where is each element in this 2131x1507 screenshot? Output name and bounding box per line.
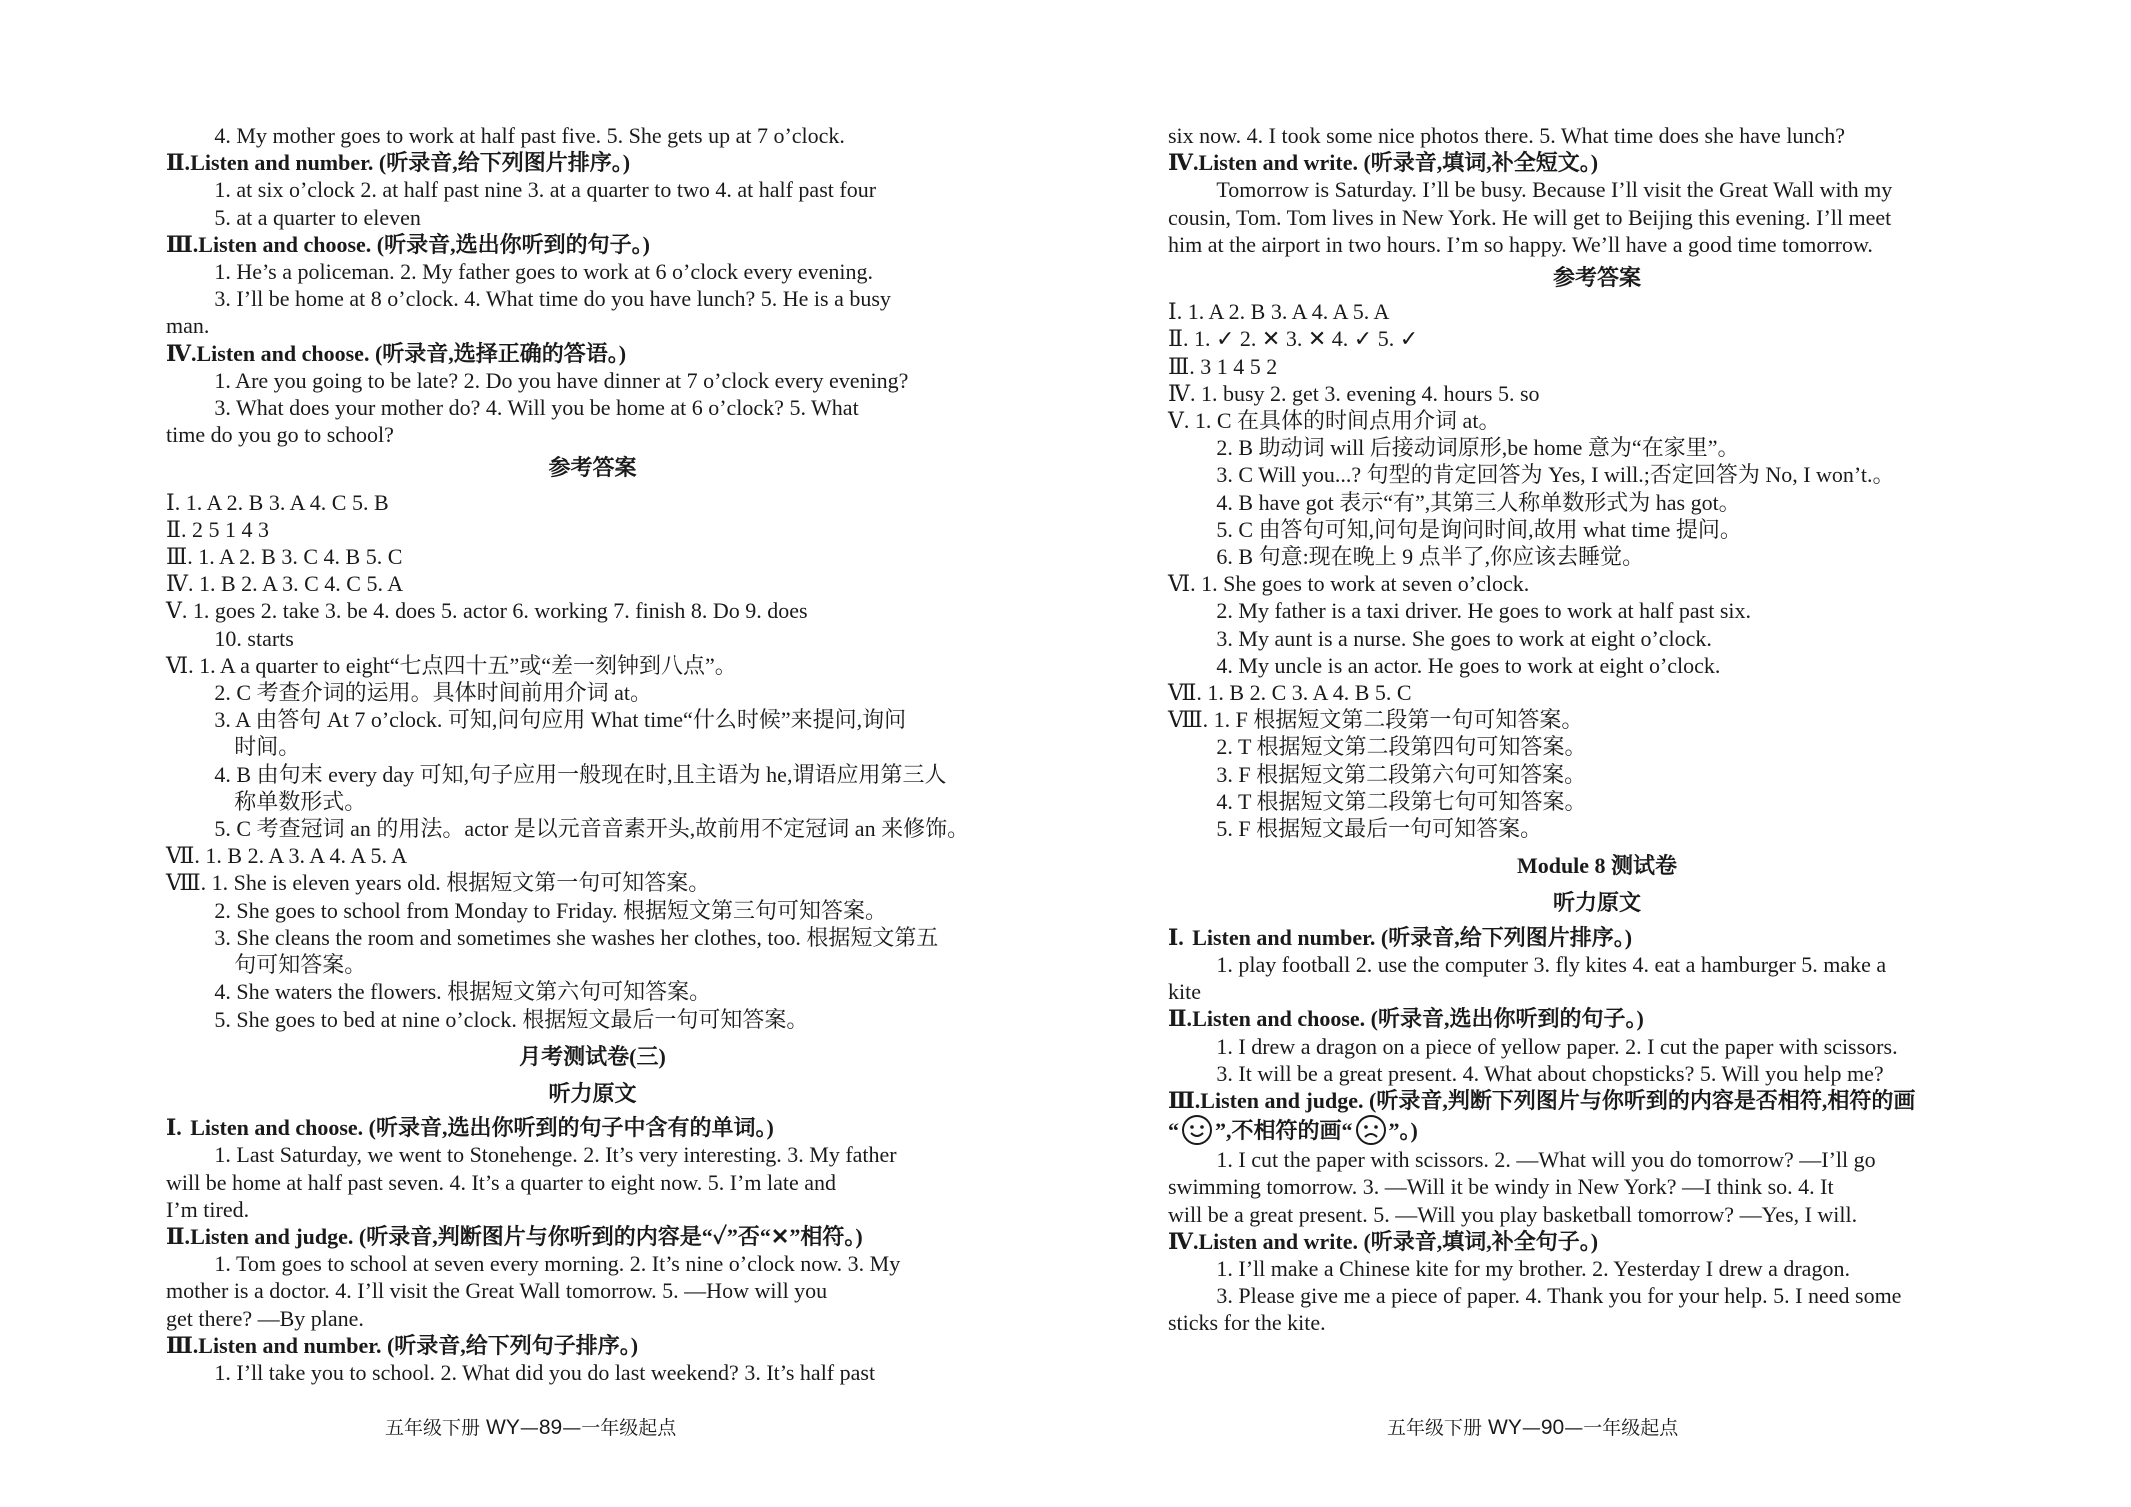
section-numeral: Ⅲ.	[166, 1332, 199, 1358]
section-heading	[166, 340, 1019, 367]
section-heading	[1168, 1005, 2026, 1032]
text-line: 时间。	[234, 734, 301, 760]
section-numeral: Ⅳ.	[1168, 150, 1199, 176]
text-line: 5. F 根据短文最后一句可知答案。	[1216, 816, 1543, 842]
section-title: Listen and write. (听录音,填词,补全句子。)	[1198, 1228, 1599, 1254]
subsection-heading: 听力原文	[548, 1080, 637, 1106]
text-line: 5. at a quarter to eleven	[214, 204, 421, 230]
section-numeral: Ⅲ.	[166, 231, 199, 257]
text-line: 10. starts	[214, 625, 294, 651]
section-heading	[166, 149, 1019, 176]
text-line: man.	[166, 313, 210, 339]
answer-line: Ⅵ. 1. A a quarter to eight“七点四十五”或“差一刻钟到八点”。	[166, 652, 737, 678]
answer-line: Ⅵ. 1. She goes to work at seven o’clock.	[1168, 571, 1530, 597]
text-line: 4. My mother goes to work at half past five. 5. She gets up at 7 o’clock.	[214, 123, 845, 148]
answer-line: Ⅱ. 2 5 1 4 3	[166, 516, 269, 542]
sad-face-icon	[1355, 1114, 1387, 1146]
text-line: 3. Please give me a piece of paper. 4. Thank you for your help. 5. I need some	[1216, 1283, 1902, 1309]
text-line: mother is a doctor. 4. I’ll visit the Great Wall tomorrow. 5. —How will you	[166, 1278, 828, 1304]
section-title: Listen and choose. (听录音,选出你听到的句子。)	[1192, 1006, 1644, 1032]
section-title-part: “	[1168, 1118, 1179, 1144]
section-numeral: Ⅱ.	[166, 150, 191, 176]
section-numeral: Ⅳ.	[1168, 1228, 1199, 1254]
text-line: 5. She goes to bed at nine o’clock. 根据短文最后一句可知答案。	[214, 1006, 809, 1032]
subsection-heading: 听力原文	[1552, 890, 1641, 916]
section-title: Listen and choose. (听录音,选出你听到的句子。)	[198, 231, 650, 257]
section-heading	[1168, 924, 2026, 951]
section-numeral: Ⅰ.	[1168, 924, 1184, 950]
section-heading	[1168, 149, 2026, 176]
text-line: 4. My uncle is an actor. He goes to work at eight o’clock.	[1216, 652, 1721, 678]
section-numeral: Ⅱ.	[1168, 1006, 1193, 1032]
text-line: six now. 4. I took some nice photos there. 5. What time does she have lunch?	[1168, 123, 1845, 148]
subsection-heading: 参考答案	[1552, 265, 1641, 291]
answer-line: Ⅳ. 1. busy 2. get 3. evening 4. hours 5. so	[1168, 380, 1540, 406]
text-line: 1. I’ll take you to school. 2. What did you do last weekend? 3. It’s half past	[214, 1359, 876, 1385]
page-number: 89	[538, 1416, 563, 1439]
text-line: 4. T 根据短文第二段第七句可知答案。	[1216, 788, 1587, 814]
text-line: 1. I’ll make a Chinese kite for my brother. 2. Yesterday I drew a dragon.	[1216, 1255, 1850, 1281]
text-line: 3. F 根据短文第二段第六句可知答案。	[1216, 761, 1587, 787]
text-line: kite	[1168, 979, 1201, 1005]
text-line: Tomorrow is Saturday. I’ll be busy. Because I’ll visit the Great Wall with my	[1216, 177, 1893, 203]
footer-grade: 五年级下册	[385, 1417, 487, 1439]
text-line: sticks for the kite.	[1168, 1310, 1326, 1336]
subsection-heading: 参考答案	[548, 455, 637, 481]
footer-level: 一年级起点	[581, 1417, 677, 1439]
text-line: 4. B 由句末 every day 可知,句子应用一般现在时,且主语为 he,谓语应用第三人	[214, 761, 947, 787]
section-title: Listen and number. (听录音,给下列图片排序。)	[190, 150, 631, 176]
text-line: 3. It will be a great present. 4. What about chopsticks? 5. Will you help me?	[1216, 1060, 1884, 1086]
footer-code: WY	[486, 1416, 520, 1439]
text-line: 1. Last Saturday, we went to Stonehenge. 2. It’s very interesting. 3. My father	[214, 1142, 897, 1168]
text-line: 2. B 助动词 will 后接动词原形,be home 意为“在家里”。	[1216, 435, 1740, 461]
text-line: him at the airport in two hours. I’m so happy. We’ll have a good time tomorrow.	[1168, 231, 1873, 257]
section-title: Listen and judge. (听录音,判断下列图片与你听到的内容是否相符,相符的画	[1200, 1087, 1916, 1113]
text-line: 2. C 考查介词的运用。具体时间前用介词 at。	[214, 680, 652, 706]
text-line: 1. I cut the paper with scissors. 2. —What will you do tomorrow? —I’ll go	[1216, 1147, 1876, 1173]
answer-line: Ⅷ. 1. She is eleven years old. 根据短文第一句可知答案。	[166, 870, 711, 896]
text-line: 5. C 考查冠词 an 的用法。actor 是以元音音素开头,故前用不定冠词 an 来修饰。	[214, 816, 970, 842]
page-number: 90	[1540, 1416, 1565, 1439]
answer-line: Ⅶ. 1. B 2. C 3. A 4. B 5. C	[1168, 680, 1412, 706]
answer-line: Ⅴ. 1. C 在具体的时间点用介词 at。	[1168, 408, 1501, 434]
answer-line: Ⅳ. 1. B 2. A 3. C 4. C 5. A	[166, 571, 404, 597]
section-title: Listen and write. (听录音,填词,补全短文。)	[1198, 150, 1599, 176]
section-title-part: ”,不相符的画“	[1215, 1118, 1353, 1144]
section-title: Listen and choose. (听录音,选择正确的答语。)	[196, 340, 627, 366]
footer-code: WY	[1488, 1416, 1522, 1439]
answer-line: Ⅱ. 1. ✓ 2. ✕ 3. ✕ 4. ✓ 5. ✓	[1168, 326, 1419, 352]
smiley-face-icon	[1181, 1114, 1213, 1146]
section-heading	[166, 1223, 1019, 1250]
text-line: 3. What does your mother do? 4. Will you be home at 6 o’clock? 5. What	[214, 395, 859, 421]
section-heading	[1168, 1087, 2026, 1114]
text-line: 1. Are you going to be late? 2. Do you have dinner at 7 o’clock every evening?	[214, 367, 909, 393]
left-column	[166, 122, 1019, 1386]
text-line: 3. My aunt is a nurse. She goes to work at eight o’clock.	[1216, 625, 1712, 651]
section-title-part: ”。)	[1388, 1118, 1418, 1144]
text-line: time do you go to school?	[166, 422, 394, 448]
answer-line: Ⅲ. 3 1 4 5 2	[1168, 353, 1278, 379]
section-title: Listen and judge. (听录音,判断图片与你听到的内容是“✓”否“✕”相符。)	[190, 1223, 863, 1249]
section-numeral: Ⅲ.	[1168, 1087, 1201, 1113]
page-footer-left: 五年级下册 WY—89—一年级起点	[385, 1416, 677, 1439]
text-line: 4. She waters the flowers. 根据短文第六句可知答案。	[214, 979, 712, 1005]
text-line: 3. She cleans the room and sometimes she washes her clothes, too. 根据短文第五	[214, 924, 939, 950]
section-numeral: Ⅰ.	[166, 1115, 182, 1141]
answer-line: Ⅶ. 1. B 2. A 3. A 4. A 5. A	[166, 843, 408, 869]
text-line: 1. Tom goes to school at seven every morning. 2. It’s nine o’clock now. 3. My	[214, 1251, 901, 1277]
section-heading	[166, 231, 1019, 258]
test-title: 月考测试卷(三)	[519, 1043, 666, 1069]
page-footer-right: 五年级下册 WY—90—一年级起点	[1387, 1416, 1679, 1439]
text-line: 2. T 根据短文第二段第四句可知答案。	[1216, 734, 1587, 760]
text-line: 称单数形式。	[234, 788, 367, 814]
answer-line: Ⅲ. 1. A 2. B 3. C 4. B 5. C	[166, 544, 403, 570]
text-line: 1. play football 2. use the computer 3. fly kites 4. eat a hamburger 5. make a	[1216, 951, 1887, 977]
text-line: get there? —By plane.	[166, 1305, 364, 1331]
text-line: 1. at six o’clock 2. at half past nine 3. at a quarter to two 4. at half past four	[214, 177, 877, 203]
text-line: swimming tomorrow. 3. —Will it be windy in New York? —I think so. 4. It	[1168, 1174, 1834, 1200]
text-line: will be a great present. 5. —Will you play basketball tomorrow? —Yes, I will.	[1168, 1201, 1858, 1227]
text-line: 5. C 由答句可知,问句是询问时间,故用 what time 提问。	[1216, 516, 1742, 542]
answer-line: Ⅴ. 1. goes 2. take 3. be 4. does 5. actor 6. working 7. finish 8. Do 9. does	[166, 598, 808, 624]
answer-line: Ⅰ. 1. A 2. B 3. A 4. A 5. A	[1168, 299, 1390, 325]
right-column	[1168, 122, 2026, 1337]
section-title: Listen and number. (听录音,给下列句子排序。)	[198, 1332, 639, 1358]
footer-level: 一年级起点	[1583, 1417, 1679, 1439]
section-heading-continued	[1168, 1114, 2026, 1146]
answer-line: Ⅰ. 1. A 2. B 3. A 4. C 5. B	[166, 489, 389, 515]
text-line: 1. I drew a dragon on a piece of yellow paper. 2. I cut the paper with scissors.	[1216, 1033, 1898, 1059]
section-title: Listen and number. (听录音,给下列图片排序。)	[1192, 924, 1633, 950]
section-numeral: Ⅳ.	[166, 340, 197, 366]
text-line: 2. My father is a taxi driver. He goes to work at half past six.	[1216, 598, 1751, 624]
section-title: Listen and choose. (听录音,选出你听到的句子中含有的单词。)	[190, 1115, 774, 1141]
text-line: I’m tired.	[166, 1196, 250, 1222]
test-title: Module 8 测试卷	[1516, 853, 1678, 879]
text-line: 6. B 句意:现在晚上 9 点半了,你应该去睡觉。	[1216, 544, 1645, 570]
section-heading	[166, 1114, 1019, 1141]
answer-line: Ⅷ. 1. F 根据短文第二段第一句可知答案。	[1168, 707, 1584, 733]
text-line: cousin, Tom. Tom lives in New York. He will get to Beijing this evening. I’ll meet	[1168, 204, 1892, 230]
section-heading	[1168, 1228, 2026, 1255]
text-line: 3. C Will you...? 句型的肯定回答为 Yes, I will.;否定回答为 No, I won’t.。	[1216, 462, 1895, 488]
text-line: 3. A 由答句 At 7 o’clock. 可知,问句应用 What time“什么时候”来提问,询问	[214, 707, 907, 733]
footer-grade: 五年级下册	[1387, 1417, 1489, 1439]
text-line: 3. I’ll be home at 8 o’clock. 4. What time do you have lunch? 5. He is a busy	[214, 286, 891, 312]
text-line: will be home at half past seven. 4. It’s a quarter to eight now. 5. I’m late and	[166, 1169, 836, 1195]
text-line: 句可知答案。	[234, 952, 367, 978]
section-heading	[166, 1332, 1019, 1359]
text-line: 2. She goes to school from Monday to Friday. 根据短文第三句可知答案。	[214, 897, 887, 923]
text-line: 1. He’s a policeman. 2. My father goes to work at 6 o’clock every evening.	[214, 259, 873, 285]
section-numeral: Ⅱ.	[166, 1223, 191, 1249]
text-line: 4. B have got 表示“有”,其第三人称单数形式为 has got。	[1216, 489, 1741, 515]
